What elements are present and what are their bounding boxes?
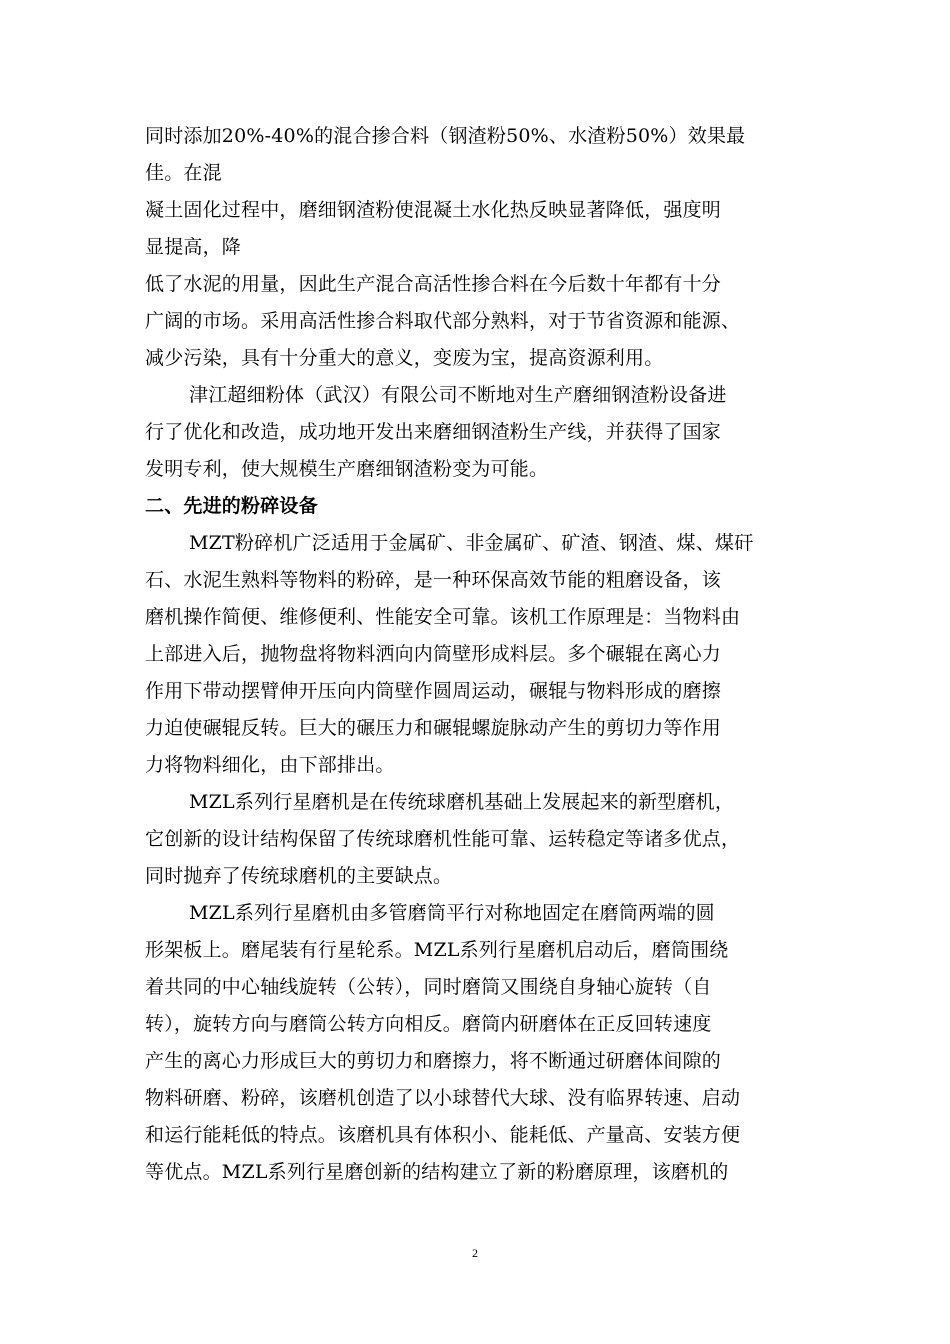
text-line: 产生的离心力形成巨大的剪切力和磨擦力，将不断通过研磨体间隙的 xyxy=(145,1050,722,1072)
text-line: 磨机操作简便、维修便利、性能安全可靠。该机工作原理是：当物料由 xyxy=(145,606,741,628)
text-line: 它创新的设计结构保留了传统球磨机性能可靠、运转稳定等诸多优点， xyxy=(145,828,741,850)
text-line: 力迫使碾辊反转。巨大的碾压力和碾辊螺旋脉动产生的剪切力等作用 xyxy=(145,717,722,739)
text-line: 行了优化和改造，成功地开发出来磨细钢渣粉生产线，并获得了国家 xyxy=(145,421,722,443)
text-line: 显提高，降 xyxy=(145,236,242,258)
text-line: 低了水泥的用量，因此生产混合高活性掺合料在今后数十年都有十分 xyxy=(145,273,722,295)
text-line: 作用下带动摆臂伸开压向内筒壁作圆周运动，碾辊与物料形成的磨擦 xyxy=(145,680,722,702)
text-line: 同时抛弃了传统球磨机的主要缺点。 xyxy=(145,865,453,887)
paragraph-company xyxy=(145,377,815,488)
section-heading: 二、先进的粉碎设备 xyxy=(145,495,318,517)
text-line: MZT粉碎机广泛适用于金属矿、非金属矿、矿渣、钢渣、煤、煤矸 xyxy=(189,532,754,554)
text-line: MZL系列行星磨机是在传统球磨机基础上发展起来的新型磨机， xyxy=(189,791,735,813)
text-line: MZL系列行星磨机由多管磨筒平行对称地固定在磨筒两端的圆 xyxy=(189,902,715,924)
document-body xyxy=(145,118,815,1191)
text-line: 同时添加20%-40%的混合掺合料（钢渣粉50%、水渣粉50%）效果最 xyxy=(145,125,746,147)
text-line: 转），旋转方向与磨筒公转方向相反。磨筒内研磨体在正反回转速度 xyxy=(145,1013,712,1035)
text-line: 着共同的中心轴线旋转（公转），同时磨筒又围绕自身轴心旋转（自 xyxy=(145,976,712,998)
text-line: 石、水泥生熟料等物料的粉碎，是一种环保高效节能的粗磨设备，该 xyxy=(145,569,722,591)
text-line: 形架板上。磨尾装有行星轮系。MZL系列行星磨机启动后，磨筒围绕 xyxy=(145,939,729,961)
text-line: 和运行能耗低的特点。该磨机具有体积小、能耗低、产量高、安装方便 xyxy=(145,1124,741,1146)
text-line: 上部进入后，抛物盘将物料洒向内筒壁形成料层。多个碾辊在离心力 xyxy=(145,643,722,665)
text-line: 广阔的市场。采用高活性掺合料取代部分熟料，对于节省资源和能源、 xyxy=(145,310,741,332)
text-line: 减少污染，具有十分重大的意义，变废为宝，提高资源利用。 xyxy=(145,347,664,369)
text-line: 发明专利，使大规模生产磨细钢渣粉变为可能。 xyxy=(145,458,549,480)
paragraph-blended-admixture xyxy=(145,118,815,377)
text-line: 佳。在混 xyxy=(145,162,222,184)
text-line: 凝土固化过程中，磨细钢渣粉使混凝土水化热反映显著降低，强度明 xyxy=(145,199,722,221)
page-number: 2 xyxy=(472,1246,478,1260)
paragraph-mzl-intro xyxy=(145,784,815,895)
paragraph-mzl-structure xyxy=(145,895,815,1191)
text-line: 等优点。MZL系列行星磨创新的结构建立了新的粉磨原理，该磨机的 xyxy=(145,1161,729,1183)
text-line: 物料研磨、粉碎，该磨机创造了以小球替代大球、没有临界转速、启动 xyxy=(145,1087,741,1109)
paragraph-mzt-crusher xyxy=(145,525,815,784)
text-line: 津江超细粉体（武汉）有限公司不断地对生产磨细钢渣粉设备进 xyxy=(189,384,727,406)
text-line: 力将物料细化，由下部排出。 xyxy=(145,754,395,776)
